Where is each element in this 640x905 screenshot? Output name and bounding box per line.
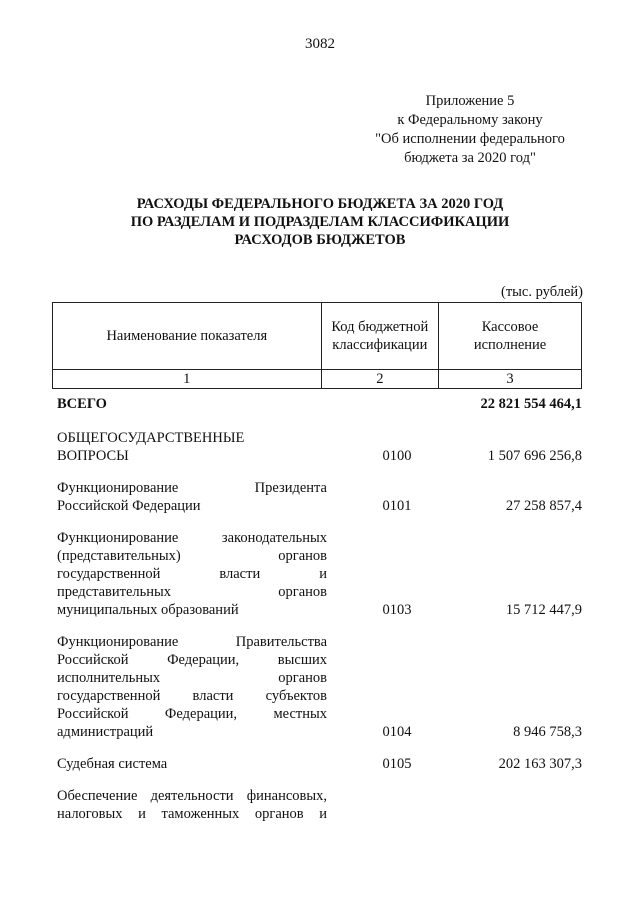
row-value: 15 712 447,9	[505, 602, 582, 618]
row-code: 0104	[382, 724, 412, 740]
row-name-line: налоговых и таможенных органов и	[57, 806, 327, 822]
table-row	[57, 755, 582, 773]
title-line: ПО РАЗДЕЛАМ И ПОДРАЗДЕЛАМ КЛАССИФИКАЦИИ	[130, 214, 510, 230]
header-exec-line: исполнение	[473, 337, 547, 353]
document-title	[0, 195, 640, 249]
row-name-line: муниципальных образований	[57, 602, 239, 618]
units-label: (тыс. рублей)	[501, 284, 583, 300]
row-code: 0105	[382, 756, 412, 772]
row-name-line: Обеспечение деятельности финансовых,	[57, 788, 327, 804]
row-name	[57, 633, 327, 741]
title-line: РАСХОДЫ ФЕДЕРАЛЬНОГО БЮДЖЕТА ЗА 2020 ГОД	[136, 196, 504, 212]
row-value: 202 163 307,3	[498, 756, 582, 772]
row-name-line: администраций	[57, 724, 154, 740]
table-row	[57, 529, 582, 619]
row-name-line: Российской Федерации, местных	[57, 706, 327, 722]
row-value: 27 258 857,4	[505, 498, 582, 514]
row-name: ВСЕГО	[57, 396, 107, 412]
appendix-line: бюджета за 2020 год"	[404, 150, 536, 166]
table-row-total	[57, 395, 582, 413]
header-name: Наименование показателя	[53, 303, 322, 370]
table-row	[57, 633, 582, 741]
row-name	[57, 429, 327, 465]
appendix-line: к Федеральному закону	[397, 112, 543, 128]
row-name-line: исполнительных органов	[57, 670, 327, 686]
table-row	[57, 479, 582, 515]
header-code-line: Код бюджетной	[331, 319, 429, 335]
row-name-line: государственной власти субъектов	[57, 688, 327, 704]
row-name-line: (представительных) органов	[57, 548, 327, 564]
column-number: 3	[439, 370, 582, 389]
column-number: 2	[321, 370, 438, 389]
header-code-line: классификации	[332, 337, 428, 353]
page-number: 3082	[305, 36, 335, 52]
header-code	[321, 303, 438, 370]
column-number: 1	[53, 370, 322, 389]
table-row	[57, 429, 582, 465]
row-value: 8 946 758,3	[513, 724, 582, 740]
row-code: 0100	[382, 448, 412, 464]
row-name	[57, 479, 327, 515]
row-name-line: Функционирование Президента	[57, 480, 327, 496]
appendix-line: "Об исполнении федерального	[375, 131, 565, 147]
table-body	[57, 395, 582, 837]
appendix-note	[350, 92, 590, 168]
table-header	[52, 302, 582, 389]
row-name-line: Функционирование законодательных	[57, 530, 327, 546]
row-name-line: Российской Федерации	[57, 498, 201, 514]
header-exec	[439, 303, 582, 370]
row-code: 0101	[382, 498, 412, 514]
row-value: 1 507 696 256,8	[487, 448, 582, 464]
row-name-line: государственной власти и	[57, 566, 327, 582]
row-name-line: Функционирование Правительства	[57, 634, 327, 650]
row-name-line: представительных органов	[57, 584, 327, 600]
row-name-line: ВОПРОСЫ	[57, 448, 129, 464]
row-name	[57, 529, 327, 619]
row-value: 22 821 554 464,1	[480, 396, 582, 412]
row-code: 0103	[382, 602, 412, 618]
header-exec-line: Кассовое	[481, 319, 539, 335]
title-line: РАСХОДОВ БЮДЖЕТОВ	[234, 232, 406, 248]
row-name-line: ОБЩЕГОСУДАРСТВЕННЫЕ	[57, 430, 245, 446]
row-name-line: Судебная система	[57, 756, 168, 772]
row-name-line: Российской Федерации, высших	[57, 652, 327, 668]
row-name	[57, 755, 327, 773]
appendix-line: Приложение 5	[425, 93, 515, 109]
table-row	[57, 787, 582, 823]
row-name	[57, 787, 327, 823]
